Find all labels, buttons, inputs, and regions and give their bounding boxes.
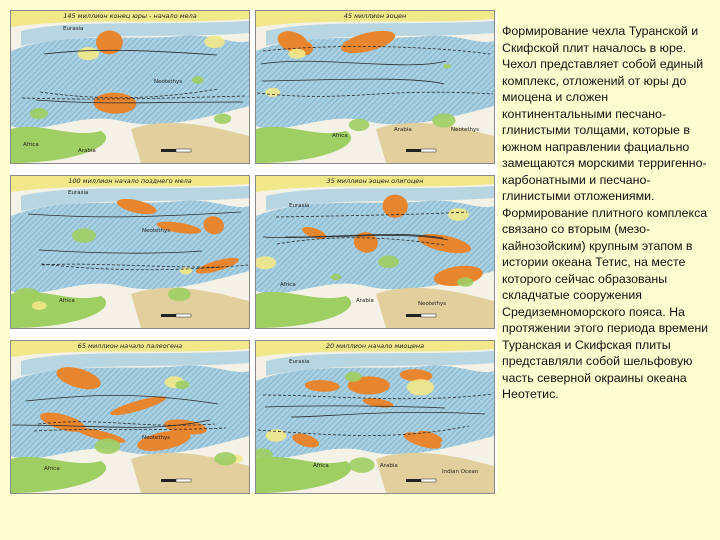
map-region-label: Neotethys bbox=[451, 127, 480, 133]
map-drawing bbox=[256, 176, 494, 328]
map-region-label: Eurasia bbox=[289, 203, 310, 209]
terrain-patch bbox=[457, 277, 473, 286]
terrain-patch bbox=[78, 47, 100, 60]
map-drawing bbox=[11, 176, 249, 328]
paleomap-3 bbox=[10, 175, 250, 329]
map-region-label: Africa bbox=[313, 463, 329, 469]
terrain-patch bbox=[407, 379, 434, 395]
map-region-label: Indian Ocean bbox=[442, 469, 479, 475]
map-drawing bbox=[256, 11, 494, 163]
map-region-label: Africa bbox=[44, 466, 60, 472]
terrain-patch bbox=[214, 114, 231, 124]
terrain-patch bbox=[288, 49, 305, 59]
terrain-patch bbox=[432, 114, 455, 128]
map-caption: 35 миллион эоцен олигоцен bbox=[326, 177, 424, 185]
terrain-patch bbox=[72, 228, 96, 243]
map-region-label: Neotethys bbox=[418, 301, 447, 307]
map-region-label: Neotethys bbox=[142, 228, 171, 234]
terrain-patch bbox=[349, 119, 370, 131]
terrain-patch bbox=[345, 372, 362, 382]
scale-bar-segment bbox=[421, 149, 436, 152]
terrain-patch bbox=[192, 76, 204, 83]
terrain-patch bbox=[30, 108, 48, 119]
terrain-patch bbox=[378, 255, 399, 268]
terrain-patch bbox=[32, 301, 47, 310]
map-region-label: Eurasia bbox=[68, 190, 89, 196]
map-caption: 45 миллион эоцен bbox=[343, 12, 407, 20]
paleomap-5 bbox=[10, 340, 250, 494]
map-drawing bbox=[11, 11, 249, 163]
scale-bar-segment bbox=[421, 479, 436, 482]
map-caption: 100 миллион начало позднего мела bbox=[68, 177, 192, 185]
map-region-label: Africa bbox=[332, 133, 348, 139]
map-region-label: Eurasia bbox=[63, 26, 84, 32]
paleomap-6 bbox=[255, 340, 495, 494]
map-region-label: Neotethys bbox=[154, 79, 183, 85]
terrain-patch bbox=[265, 88, 280, 97]
slide-text: Формирование чехла Туранской и Скифской плит началось в юре. Чехол представляет собой единый комплекс, отложений от юры до миоцена и сложен континентальными песчано-глинистыми толщами, которые в южном направлении фациально замещаются морскими терригенно-карбонатными и песчано-глинистыми отложениями. Формирование плитного комплекса связано со вторым (мезо-кайнозойским) крупным этапом в истории океана Тетис, на месте которого сейчас образованы складчатые сооружения Средиземноморского пояса. На протяжении этого периода времени Туранская и Скифская плиты представляли собой шельфовую часть северной окраины океана Неотетис. bbox=[502, 24, 709, 401]
paleomap-2 bbox=[255, 10, 495, 164]
map-region-label: Africa bbox=[59, 298, 75, 304]
paleomap-1 bbox=[10, 10, 250, 164]
scale-bar-segment bbox=[176, 479, 191, 482]
scale-bar-segment bbox=[176, 314, 191, 317]
terrain-patch bbox=[214, 452, 236, 465]
map-region-label: Africa bbox=[280, 282, 296, 288]
map-caption: 65 миллион начало палеогена bbox=[77, 342, 183, 350]
map-region-label: Arabia bbox=[394, 127, 412, 133]
terrain-patch bbox=[95, 439, 121, 454]
terrain-patch bbox=[204, 36, 225, 48]
terrain-patch bbox=[349, 457, 375, 472]
map-region-label: Africa bbox=[23, 142, 39, 148]
terrain-patch bbox=[168, 288, 191, 302]
scale-bar-segment bbox=[176, 149, 191, 152]
paleomap-4 bbox=[255, 175, 495, 329]
sea-area bbox=[11, 201, 249, 294]
terrain-patch bbox=[448, 208, 469, 221]
map-caption: 20 миллион начало миоцена bbox=[325, 342, 425, 350]
map-caption: 145 миллион конец юры - начало мела bbox=[63, 12, 197, 20]
map-region-label: Eurasia bbox=[289, 359, 310, 365]
terrain-patch bbox=[331, 274, 342, 280]
terrain-patch bbox=[175, 381, 189, 390]
terrain-patch bbox=[443, 64, 451, 69]
terrain-patch bbox=[180, 267, 192, 274]
map-region-label: Arabia bbox=[356, 298, 374, 304]
scale-bar-segment bbox=[421, 314, 436, 317]
map-region-label: Arabia bbox=[380, 463, 398, 469]
paleogeographic-maps-panel bbox=[10, 10, 497, 492]
map-region-label: Arabia bbox=[78, 148, 96, 154]
map-region-label: Neotethys bbox=[142, 435, 171, 441]
